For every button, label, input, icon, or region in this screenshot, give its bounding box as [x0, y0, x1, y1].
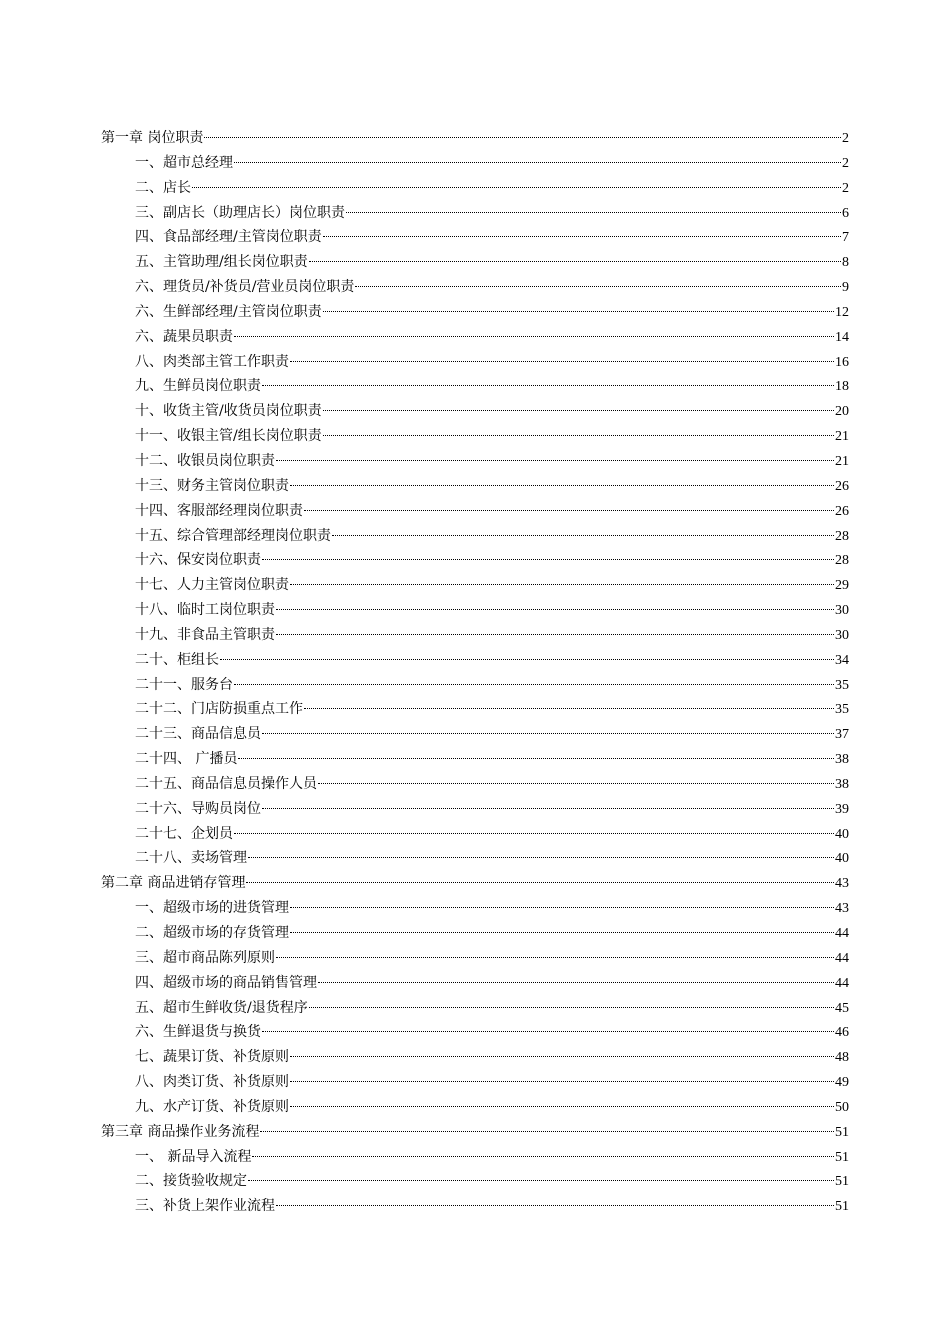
toc-entry-title: 三、补货上架作业流程 [135, 1198, 275, 1215]
toc-entry-title: 十五、综合管理部经理岗位职责 [135, 527, 331, 544]
toc-page-number: 43 [835, 876, 849, 892]
toc-dot-leader [290, 361, 834, 362]
toc-section-entry[interactable] [101, 548, 849, 573]
toc-section-entry[interactable] [101, 996, 849, 1021]
toc-dot-leader [262, 559, 834, 560]
toc-entry-title: 十七、人力主管岗位职责 [135, 577, 289, 594]
toc-page-number: 34 [835, 652, 849, 668]
toc-dot-leader [276, 957, 834, 958]
toc-section-entry[interactable] [101, 325, 849, 350]
toc-dot-leader [234, 162, 841, 163]
toc-page-number: 35 [835, 677, 849, 693]
toc-entry-title: 四、食品部经理/主管岗位职责 [135, 229, 322, 246]
toc-dot-leader [276, 609, 834, 610]
toc-page-number: 30 [835, 627, 849, 643]
toc-section-entry[interactable] [101, 697, 849, 722]
toc-dot-leader [252, 1156, 834, 1157]
toc-page-number: 8 [842, 255, 849, 271]
toc-section-entry[interactable] [101, 648, 849, 673]
toc-section-entry[interactable] [101, 275, 849, 300]
toc-page-number: 51 [835, 1199, 849, 1215]
toc-section-entry[interactable] [101, 399, 849, 424]
toc-entry-title: 二十六、导购员岗位 [135, 800, 261, 817]
toc-entry-title: 二十八、卖场管理 [135, 850, 247, 867]
toc-dot-leader [234, 833, 834, 834]
toc-page-number: 51 [835, 1174, 849, 1190]
toc-dot-leader [276, 1205, 834, 1206]
toc-page-number: 28 [835, 553, 849, 569]
toc-page-number: 40 [835, 826, 849, 842]
toc-page-number: 35 [835, 702, 849, 718]
toc-dot-leader [192, 187, 841, 188]
toc-dot-leader [323, 311, 834, 312]
toc-section-entry[interactable] [101, 797, 849, 822]
toc-page-number: 44 [835, 975, 849, 991]
toc-page-number: 51 [835, 1149, 849, 1165]
toc-section-entry[interactable] [101, 673, 849, 698]
toc-entry-title: 六、蔬果员职责 [135, 328, 233, 345]
toc-dot-leader [323, 435, 834, 436]
toc-entry-title: 二十二、门店防损重点工作 [135, 701, 303, 718]
toc-section-entry[interactable] [101, 1169, 849, 1194]
toc-page-number: 50 [835, 1099, 849, 1115]
toc-page-number: 38 [835, 776, 849, 792]
toc-dot-leader [332, 535, 834, 536]
toc-page-number: 40 [835, 851, 849, 867]
toc-dot-leader [220, 659, 834, 660]
toc-dot-leader [309, 1007, 834, 1008]
toc-dot-leader [355, 286, 841, 287]
toc-page-number: 21 [835, 429, 849, 445]
toc-dot-leader [318, 982, 834, 983]
toc-dot-leader [248, 1180, 834, 1181]
toc-page-number: 28 [835, 528, 849, 544]
toc-chapter-entry[interactable] [101, 871, 849, 896]
toc-dot-leader [290, 1106, 834, 1107]
toc-entry-title: 十二、收银员岗位职责 [135, 452, 275, 469]
toc-section-entry[interactable] [101, 374, 849, 399]
toc-dot-leader [234, 336, 834, 337]
toc-page-number: 18 [835, 379, 849, 395]
toc-chapter-entry[interactable] [101, 1120, 849, 1145]
toc-entry-title: 二十一、服务台 [135, 676, 233, 693]
toc-entry-title: 一、超市总经理 [135, 154, 233, 171]
toc-entry-title: 二十、柜组长 [135, 651, 219, 668]
toc-section-entry[interactable] [101, 1070, 849, 1095]
toc-dot-leader [262, 1031, 834, 1032]
toc-page-number: 45 [835, 1000, 849, 1016]
toc-dot-leader [246, 882, 834, 883]
toc-entry-title: 三、副店长（助理店长）岗位职责 [135, 204, 345, 221]
table-of-contents [101, 126, 849, 1219]
toc-dot-leader [290, 932, 834, 933]
toc-entry-title: 十一、收银主管/组长岗位职责 [135, 428, 322, 445]
toc-entry-title: 二十七、企划员 [135, 825, 233, 842]
toc-page-number: 38 [835, 752, 849, 768]
toc-entry-title: 一、超级市场的进货管理 [135, 900, 289, 917]
toc-dot-leader [290, 907, 834, 908]
toc-entry-title: 二十四、 广播员 [135, 751, 238, 768]
toc-dot-leader [290, 584, 834, 585]
toc-dot-leader [323, 410, 834, 411]
toc-dot-leader [323, 236, 841, 237]
toc-section-entry[interactable] [101, 573, 849, 598]
toc-section-entry[interactable] [101, 250, 849, 275]
toc-entry-title: 十四、客服部经理岗位职责 [135, 502, 303, 519]
toc-entry-title: 二十三、商品信息员 [135, 726, 261, 743]
toc-section-entry[interactable] [101, 1045, 849, 1070]
toc-section-entry[interactable] [101, 921, 849, 946]
toc-section-entry[interactable] [101, 474, 849, 499]
toc-dot-leader [204, 137, 841, 138]
toc-dot-leader [248, 857, 834, 858]
toc-dot-leader [262, 808, 834, 809]
toc-dot-leader [318, 783, 834, 784]
toc-section-entry[interactable] [101, 722, 849, 747]
toc-dot-leader [346, 212, 841, 213]
toc-page-number: 20 [835, 404, 849, 420]
toc-dot-leader [290, 1056, 834, 1057]
toc-section-entry[interactable] [101, 846, 849, 871]
toc-page-number: 37 [835, 727, 849, 743]
toc-section-entry[interactable] [101, 1020, 849, 1045]
toc-entry-title: 十九、非食品主管职责 [135, 626, 275, 643]
toc-section-entry[interactable] [101, 524, 849, 549]
toc-section-entry[interactable] [101, 896, 849, 921]
toc-section-entry[interactable] [101, 1145, 849, 1170]
toc-entry-title: 十六、保安岗位职责 [135, 552, 261, 569]
toc-page-number: 30 [835, 603, 849, 619]
toc-section-entry[interactable] [101, 201, 849, 226]
toc-entry-title: 三、超市商品陈列原则 [135, 949, 275, 966]
toc-page-number: 39 [835, 801, 849, 817]
toc-section-entry[interactable] [101, 822, 849, 847]
toc-page-number: 2 [842, 155, 849, 171]
toc-entry-title: 六、生鲜部经理/主管岗位职责 [135, 303, 322, 320]
toc-entry-title: 十、收货主管/收货员岗位职责 [135, 403, 322, 420]
toc-entry-title: 六、生鲜退货与换货 [135, 1024, 261, 1041]
toc-page-number: 9 [842, 280, 849, 296]
toc-entry-title: 六、理货员/补货员/营业员岗位职责 [135, 279, 355, 296]
toc-entry-title: 五、超市生鲜收货/退货程序 [135, 999, 308, 1016]
toc-dot-leader [238, 758, 834, 759]
toc-dot-leader [262, 385, 834, 386]
toc-section-entry[interactable] [101, 1095, 849, 1120]
toc-section-entry[interactable] [101, 747, 849, 772]
toc-entry-title: 第二章 商品进销存管理 [101, 875, 246, 892]
toc-dot-leader [262, 733, 834, 734]
toc-entry-title: 二十五、商品信息员操作人员 [135, 775, 317, 792]
toc-page-number: 16 [835, 354, 849, 370]
toc-entry-title: 一、 新品导入流程 [135, 1148, 252, 1165]
toc-section-entry[interactable] [101, 1194, 849, 1219]
toc-section-entry[interactable] [101, 499, 849, 524]
toc-dot-leader [304, 708, 834, 709]
toc-section-entry[interactable] [101, 176, 849, 201]
toc-dot-leader [276, 634, 834, 635]
toc-entry-title: 二、接货验收规定 [135, 1173, 247, 1190]
toc-page-number: 2 [842, 131, 849, 146]
toc-page-number: 48 [835, 1050, 849, 1066]
toc-dot-leader [260, 1131, 834, 1132]
toc-page-number: 49 [835, 1075, 849, 1091]
toc-dot-leader [290, 1081, 834, 1082]
toc-section-entry[interactable] [101, 225, 849, 250]
toc-section-entry[interactable] [101, 598, 849, 623]
toc-section-entry[interactable] [101, 971, 849, 996]
toc-entry-title: 十八、临时工岗位职责 [135, 602, 275, 619]
toc-dot-leader [304, 510, 834, 511]
toc-section-entry[interactable] [101, 350, 849, 375]
toc-page-number: 29 [835, 578, 849, 594]
toc-entry-title: 四、超级市场的商品销售管理 [135, 974, 317, 991]
toc-section-entry[interactable] [101, 449, 849, 474]
toc-page-number: 43 [835, 901, 849, 917]
toc-entry-title: 七、蔬果订货、补货原则 [135, 1049, 289, 1066]
toc-entry-title: 第三章 商品操作业务流程 [101, 1123, 260, 1140]
toc-page-number: 26 [835, 503, 849, 519]
toc-page-number: 6 [842, 205, 849, 221]
toc-entry-title: 二、超级市场的存货管理 [135, 925, 289, 941]
toc-page-number: 26 [835, 478, 849, 494]
toc-page-number: 2 [842, 180, 849, 196]
toc-entry-title: 八、肉类部主管工作职责 [135, 353, 289, 370]
toc-entry-title: 八、肉类订货、补货原则 [135, 1074, 289, 1091]
toc-section-entry[interactable] [101, 424, 849, 449]
toc-page-number: 7 [842, 230, 849, 246]
toc-entry-title: 第一章 岗位职责 [101, 130, 204, 146]
toc-section-entry[interactable] [101, 772, 849, 797]
toc-entry-title: 九、生鲜员岗位职责 [135, 378, 261, 395]
toc-page-number: 44 [835, 950, 849, 966]
toc-entry-title: 九、水产订货、补货原则 [135, 1098, 289, 1115]
toc-section-entry[interactable] [101, 300, 849, 325]
toc-page-number: 12 [835, 304, 849, 320]
toc-page-number: 44 [835, 926, 849, 941]
toc-page-number: 21 [835, 453, 849, 469]
toc-page-number: 46 [835, 1025, 849, 1041]
toc-entry-title: 十三、财务主管岗位职责 [135, 477, 289, 494]
toc-page-number: 14 [835, 329, 849, 345]
toc-dot-leader [234, 684, 834, 685]
toc-section-entry[interactable] [101, 946, 849, 971]
toc-dot-leader [276, 460, 834, 461]
toc-section-entry[interactable] [101, 623, 849, 648]
toc-entry-title: 二、店长 [135, 179, 191, 196]
toc-entry-title: 五、主管助理/组长岗位职责 [135, 254, 308, 271]
toc-chapter-entry[interactable] [101, 126, 849, 151]
toc-page-number: 51 [835, 1124, 849, 1140]
toc-section-entry[interactable] [101, 151, 849, 176]
toc-dot-leader [309, 261, 841, 262]
toc-dot-leader [290, 485, 834, 486]
